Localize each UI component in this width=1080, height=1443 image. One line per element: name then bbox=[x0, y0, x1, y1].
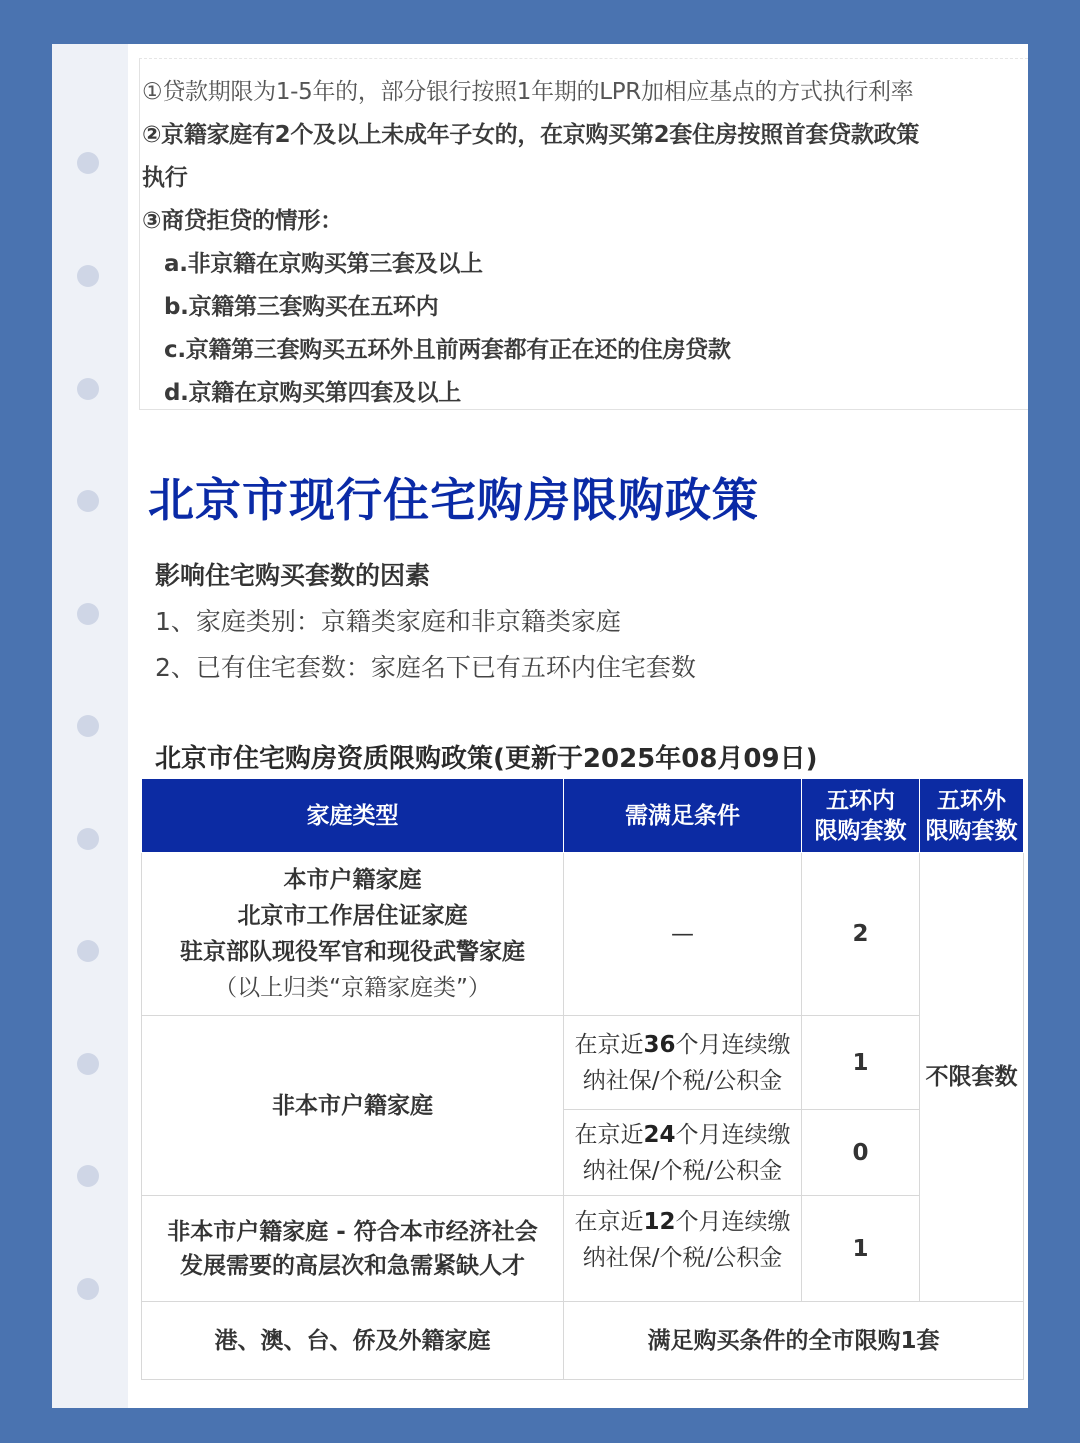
note-subitem: d.京籍在京购买第四套及以上 bbox=[164, 380, 462, 406]
note-item: ①贷款期限为1-5年的，部分银行按照1年期的LPR加相应基点的方式执行利率 bbox=[142, 79, 914, 105]
note-subitem: c.京籍第三套购买五环外且前两套都有正在还的住房贷款 bbox=[164, 337, 731, 363]
binder-hole bbox=[77, 603, 99, 625]
family-cell-talent: 非本市户籍家庭 - 符合本市经济社会 发展需要的高层次和急需紧缺人才 bbox=[142, 1196, 564, 1302]
citywide-rule-cell: 满足购买条件的全市限购1套 bbox=[564, 1302, 1024, 1380]
condition-cell: 在京近36个月连续缴 纳社保/个税/公积金 bbox=[564, 1016, 802, 1110]
outer-quota-cell: 不限套数 bbox=[920, 853, 1024, 1302]
header-family-type: 家庭类型 bbox=[142, 779, 564, 853]
binder-hole bbox=[77, 490, 99, 512]
factor-item: 1、家庭类别：京籍类家庭和非京籍类家庭 bbox=[155, 607, 621, 636]
binder-hole bbox=[77, 715, 99, 737]
note-item: ②京籍家庭有2个及以上未成年子女的，在京购买第2套住房按照首套贷款政策 bbox=[142, 122, 919, 148]
binder-hole bbox=[77, 265, 99, 287]
table-row bbox=[142, 853, 1024, 1016]
page-title: 北京市现行住宅购房限购政策 bbox=[148, 473, 759, 527]
note-subitem: b.京籍第三套购买在五环内 bbox=[164, 294, 439, 320]
notebook-page bbox=[52, 44, 1028, 1408]
header-inner-ring: 五环内 限购套数 bbox=[802, 779, 920, 853]
factors-heading: 影响住宅购买套数的因素 bbox=[155, 561, 431, 590]
binder-hole bbox=[77, 1053, 99, 1075]
header-condition: 需满足条件 bbox=[564, 779, 802, 853]
purchase-policy-table bbox=[141, 778, 1024, 1380]
family-cell-beijing: 本市户籍家庭 北京市工作居住证家庭 驻京部队现役军官和现役武警家庭 （以上归类“京籍家庭类”） bbox=[142, 853, 564, 1016]
factor-item: 2、已有住宅套数：家庭名下已有五环内住宅套数 bbox=[155, 653, 696, 682]
note-item: 执行 bbox=[142, 165, 188, 191]
inner-quota-cell: 2 bbox=[802, 853, 920, 1016]
binder-hole bbox=[77, 152, 99, 174]
table-title: 北京市住宅购房资质限购政策(更新于2025年08月09日) bbox=[155, 744, 818, 774]
family-cell-foreign: 港、澳、台、侨及外籍家庭 bbox=[142, 1302, 564, 1380]
inner-quota-cell: 1 bbox=[802, 1196, 920, 1302]
table-row bbox=[142, 1196, 1024, 1302]
inner-quota-cell: 1 bbox=[802, 1016, 920, 1110]
condition-cell: — bbox=[564, 853, 802, 1016]
binder-margin bbox=[52, 44, 128, 1408]
header-outer-ring: 五环外 限购套数 bbox=[920, 779, 1024, 853]
binder-hole bbox=[77, 1278, 99, 1300]
inner-quota-cell: 0 bbox=[802, 1110, 920, 1196]
table-row bbox=[142, 1016, 1024, 1110]
binder-hole bbox=[77, 378, 99, 400]
table-header-row bbox=[142, 779, 1024, 853]
table-row bbox=[142, 1302, 1024, 1380]
condition-cell: 在京近12个月连续缴 纳社保/个税/公积金 bbox=[564, 1196, 802, 1302]
note-subitem: a.非京籍在京购买第三套及以上 bbox=[164, 251, 483, 277]
note-item: ③商贷拒贷的情形： bbox=[142, 208, 343, 234]
binder-hole bbox=[77, 828, 99, 850]
condition-cell: 在京近24个月连续缴 纳社保/个税/公积金 bbox=[564, 1110, 802, 1196]
family-cell-non-beijing: 非本市户籍家庭 bbox=[142, 1016, 564, 1196]
loan-notes-box bbox=[139, 58, 1028, 410]
binder-hole bbox=[77, 1165, 99, 1187]
binder-hole bbox=[77, 940, 99, 962]
